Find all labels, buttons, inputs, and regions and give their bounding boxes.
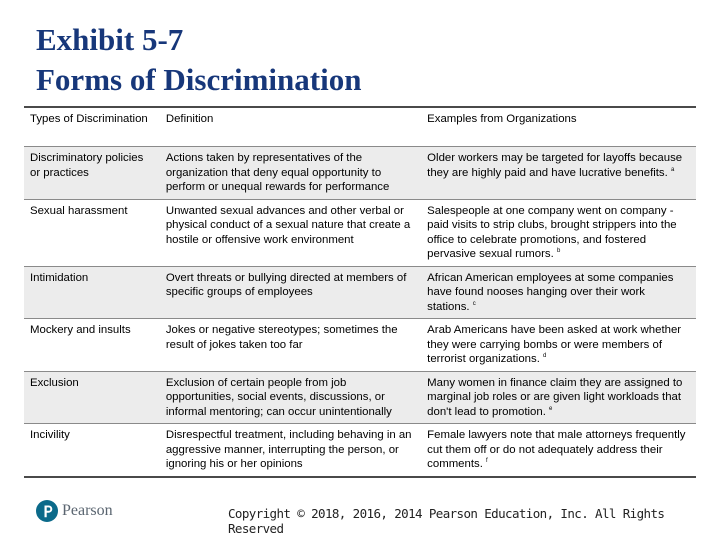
example-text: Older workers may be targeted for layoffs because they are highly paid and have lucrative benefits. (427, 152, 683, 179)
cell-definition: Actions taken by representatives of the organization that deny equal opportunity to perform or unequal rewards for performance (160, 147, 421, 200)
header-examples: Examples from Organizations (421, 107, 696, 147)
table-row (24, 199, 696, 266)
example-text: African American employees at some companies have found nooses hanging over their work stations. (427, 271, 674, 313)
cell-example (421, 147, 696, 200)
footnote-marker: e (549, 405, 553, 412)
cell-example (421, 424, 696, 477)
example-text: Arab Americans have been asked at work whether they were carrying bombs or were members of terrorist organizations. (427, 324, 682, 365)
cell-example (421, 371, 696, 424)
table-row (24, 371, 696, 424)
cell-example (421, 199, 696, 266)
cell-definition: Exclusion of certain people from job opportunities, social events, discussions, or informal mentoring; can occur unintentionally (160, 371, 421, 424)
discrimination-table (24, 106, 696, 478)
example-text: Female lawyers note that male attorneys frequently cut them off or do not adequately address their comments. (427, 429, 686, 470)
cell-definition: Overt threats or bullying directed at members of specific groups of employees (160, 266, 421, 319)
cell-example (421, 266, 696, 319)
table-row (24, 147, 696, 200)
cell-type: Mockery and insults (24, 319, 160, 372)
page-title (36, 20, 361, 100)
cell-definition: Unwanted sexual advances and other verbal or physical conduct of a sexual nature that create a hostile or offensive work environment (160, 199, 421, 266)
footnote-marker: a (670, 166, 675, 173)
copyright-text: Copyright © 2018, 2016, 2014 Pearson Education, Inc. All Rights Reserved (228, 506, 665, 536)
table-header-row (24, 107, 696, 147)
pearson-logo-icon (36, 500, 58, 522)
footnote-marker: f (486, 458, 488, 465)
footnote-marker: d (543, 353, 547, 360)
footnote-marker: c (472, 300, 476, 307)
example-text: Salespeople at one company went on company -paid visits to strip clubs, brought strippers into the office to celebrate promotions, and fostered pervasive sexual rumors. (427, 204, 677, 260)
cell-definition: Disrespectful treatment, including behaving in an aggressive manner, interrupting the person, or ignoring his or her opinions (160, 424, 421, 477)
footnote-marker: b (556, 248, 561, 255)
title-line-1: Exhibit 5-7 (36, 22, 184, 57)
table-row (24, 424, 696, 477)
cell-type: Intimidation (24, 266, 160, 319)
cell-type: Incivility (24, 424, 160, 477)
title-line-2: Forms of Discrimination (36, 62, 362, 97)
header-types: Types of Discrimination (24, 107, 160, 147)
pearson-logo-text: Pearson (62, 502, 113, 519)
cell-type: Sexual harassment (24, 199, 160, 266)
example-text: Many women in finance claim they are assigned to marginal job roles or are given light workloads that don't lead to promotion. (427, 376, 683, 418)
header-definition: Definition (160, 107, 421, 147)
table-row (24, 319, 696, 372)
cell-type: Exclusion (24, 371, 160, 424)
cell-example (421, 319, 696, 372)
table-row (24, 266, 696, 319)
pearson-logo (36, 500, 113, 522)
cell-type: Discriminatory policies or practices (24, 147, 160, 200)
cell-definition: Jokes or negative stereotypes; sometimes the result of jokes taken too far (160, 319, 421, 372)
